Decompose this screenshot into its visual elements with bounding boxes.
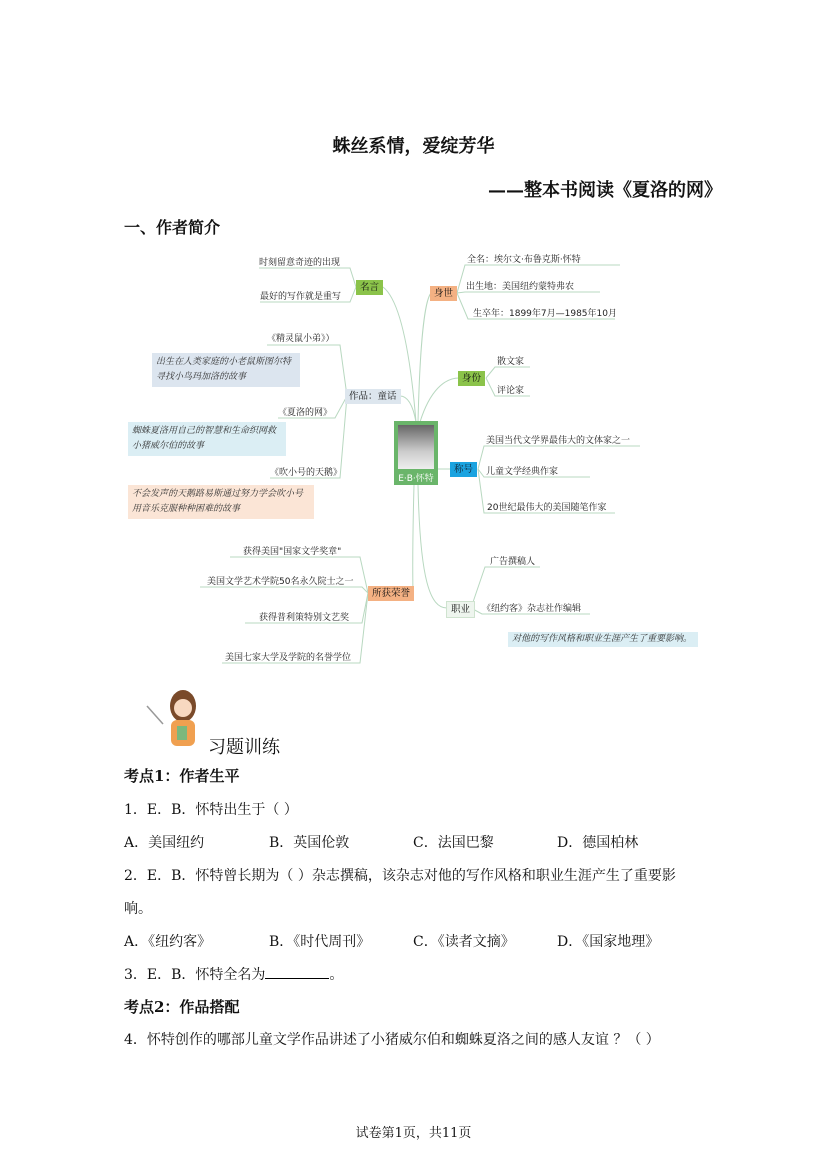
question-1: 1．E．B．怀特出生于（ ）: [124, 802, 298, 818]
work-title: 《吹小号的天鹅》: [270, 468, 343, 478]
q2-option-a: A．《纽约客》: [124, 934, 212, 950]
question-2: 2．E．B．怀特曾长期为（ ）杂志撰稿，该杂志对他的写作风格和职业生涯产生了重要影: [124, 868, 676, 884]
work-note: [152, 353, 300, 387]
note-line: 寻找小鸟玛加洛的故事: [156, 372, 247, 382]
q2-option-c: C．《读者文摘》: [413, 934, 515, 950]
author-portrait: [398, 425, 434, 469]
q2-option-d: D．《国家地理》: [557, 934, 660, 950]
background-item: 全名：埃尔文·布鲁克斯·怀特: [467, 255, 581, 265]
node-works: 作品：童话: [345, 389, 401, 404]
q3-end: 。: [329, 967, 344, 983]
background-item: 生卒年：1899年7月—1985年10月: [473, 309, 617, 319]
exercise-label: 习题训练: [208, 737, 280, 758]
topic-heading: 考点1：作者生平: [124, 767, 240, 785]
q3-text: 3．E．B．怀特全名为: [124, 967, 266, 983]
work-title: 《精灵鼠小弟》）: [267, 334, 335, 344]
answer-blank[interactable]: [265, 966, 329, 979]
identity-item: 评论家: [497, 386, 525, 396]
center-label: E·B·怀特: [398, 474, 434, 484]
topic-heading: 考点2：作品搭配: [124, 998, 240, 1016]
work-note: [128, 422, 286, 456]
quote-item: 最好的写作就是重写: [260, 292, 342, 302]
q2-option-b: B．《时代周刊》: [269, 934, 371, 950]
note-line: 小猪威尔伯的故事: [132, 441, 205, 451]
section-heading: 一、作者简介: [124, 218, 221, 237]
question-3: [124, 964, 343, 984]
note-line: 蜘蛛夏洛用自己的智慧和生命织网救: [132, 426, 277, 436]
title-item: 美国当代文学界最伟大的文体家之一: [486, 436, 631, 446]
q1-option-a: A．美国纽约: [124, 835, 205, 851]
center-node: [394, 421, 438, 485]
note-line: 用音乐克服种种困难的故事: [132, 504, 241, 514]
honor-item: 获得普利策特别文艺奖: [259, 613, 350, 623]
work-title: 《夏洛的网》: [278, 408, 333, 418]
node-quotes: 名言: [356, 280, 383, 295]
question-4: 4．怀特创作的哪部儿童文学作品讲述了小猪威尔伯和蜘蛛夏洛之间的感人友谊 ？（ ）: [124, 1032, 660, 1048]
career-note: 对他的写作风格和职业生涯产生了重要影响。: [508, 632, 698, 647]
node-career: 职业: [446, 601, 475, 618]
page-subtitle: ——整本书阅读《夏洛的网》: [488, 180, 722, 201]
page-title: 蛛丝系情，爱绽芳华: [332, 136, 495, 157]
question-2-cont: 响。: [124, 901, 152, 917]
note-line: 不会发声的天鹅路易斯通过努力学会吹小号: [132, 489, 304, 499]
title-item: 儿童文学经典作家: [486, 467, 559, 477]
work-note: [128, 485, 314, 519]
identity-item: 散文家: [497, 357, 525, 367]
career-item: 广告撰稿人: [490, 557, 536, 567]
note-line: 出生在人类家庭的小老鼠斯图尔特: [156, 357, 292, 367]
honor-item: 美国七家大学及学院的名誉学位: [225, 653, 352, 663]
q1-option-d: D．德国柏林: [557, 835, 639, 851]
node-background: 身世: [430, 286, 457, 301]
node-honors: 所获荣誉: [368, 586, 414, 601]
teacher-illustration: [145, 686, 201, 748]
honor-item: 获得美国"国家文学奖章": [243, 547, 342, 557]
quote-item: 时刻留意奇迹的出现: [259, 258, 341, 268]
background-item: 出生地：美国纽约蒙特弗农: [466, 282, 575, 292]
q1-option-b: B．英国伦敦: [269, 835, 350, 851]
node-identity: 身份: [458, 371, 485, 386]
honor-item: 美国文学艺术学院50名永久院士之一: [207, 577, 354, 587]
page-footer: 试卷第1页，共11页: [355, 1126, 472, 1141]
q1-option-c: C．法国巴黎: [413, 835, 494, 851]
node-titles: 称号: [450, 462, 477, 477]
title-item: 20世纪最伟大的美国随笔作家: [487, 503, 607, 513]
career-item: 《纽约客》杂志社作编辑: [482, 604, 582, 614]
